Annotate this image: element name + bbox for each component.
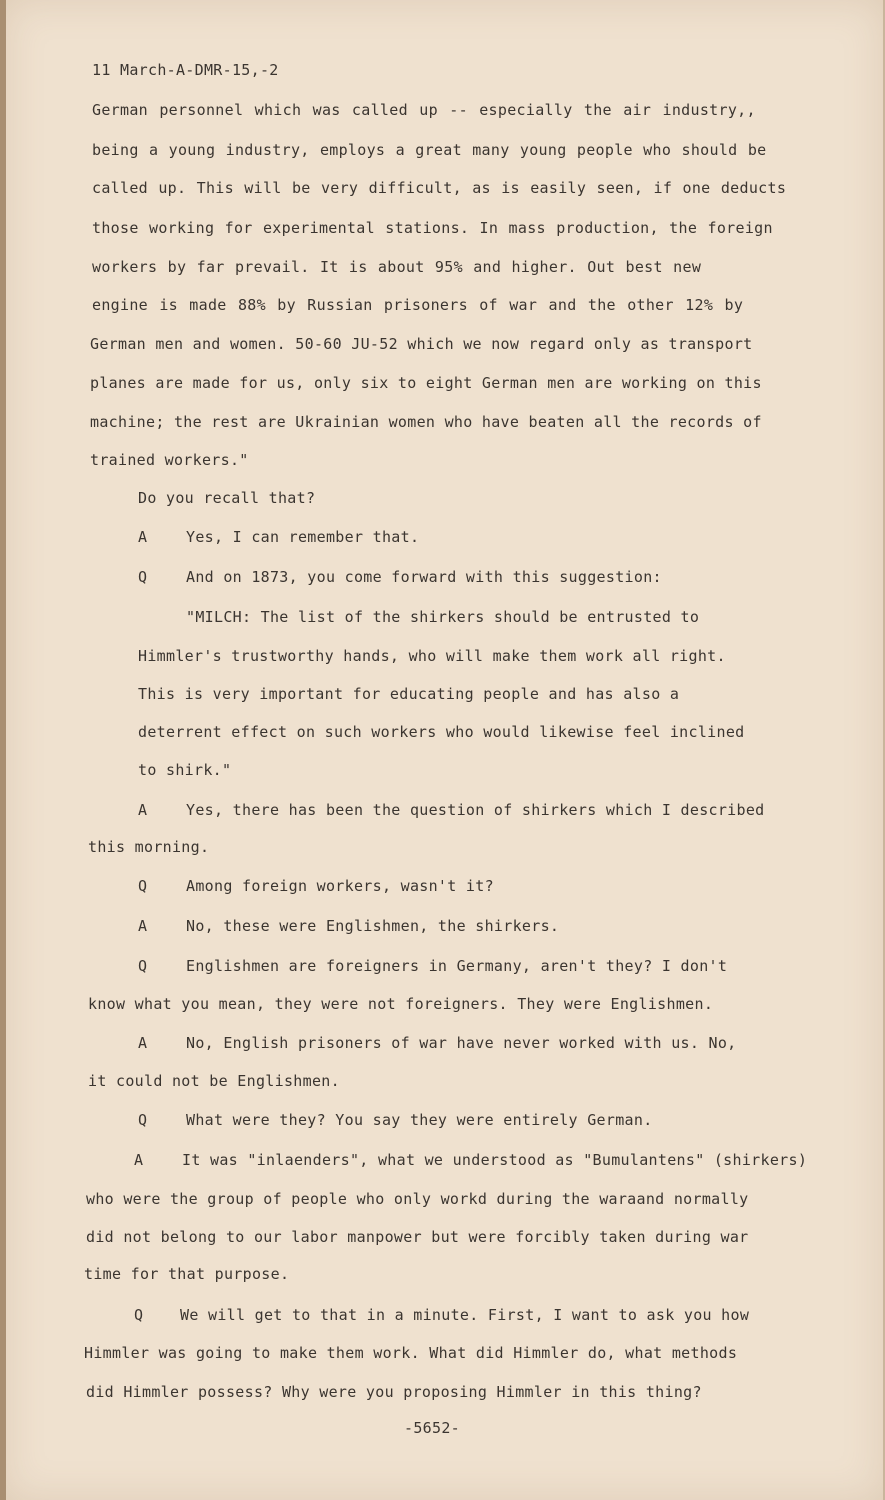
text-line: engine is made 88% by Russian prisoners of war and the other 12% by — [92, 296, 744, 314]
speaker-mark: Q — [138, 568, 148, 586]
page-number: -5652- — [404, 1419, 460, 1437]
text-line: trained workers." — [90, 451, 249, 469]
text-line: Yes, there has been the question of shirkers which I described — [186, 801, 765, 819]
text-line: planes are made for us, only six to eight German men are working on this — [90, 374, 762, 392]
text-line: We will get to that in a minute. First, I want to ask you how — [180, 1306, 750, 1324]
text-line: No, these were Englishmen, the shirkers. — [186, 917, 560, 935]
text-line: being a young industry, employs a great many young people who should be — [92, 141, 767, 159]
text-line: German personnel which was called up -- especially the air industry,, — [92, 101, 756, 119]
text-line: it could not be Englishmen. — [88, 1072, 340, 1090]
text-line: did not belong to our labor manpower but were forcibly taken during war — [86, 1228, 749, 1246]
quote-line: deterrent effect on such workers who would likewise feel inclined — [138, 723, 745, 741]
text-line: did Himmler possess? Why were you proposing Himmler in this thing? — [86, 1383, 702, 1401]
text-line: this morning. — [88, 838, 210, 856]
text-line: Among foreign workers, wasn't it? — [186, 877, 494, 895]
speaker-mark: A — [138, 1034, 148, 1052]
text-line: time for that purpose. — [84, 1265, 290, 1283]
text-line: And on 1873, you come forward with this suggestion: — [186, 568, 662, 586]
speaker-mark: A — [138, 528, 148, 546]
text-line: It was "inlaenders", what we understood as "Bumulantens" (shirkers) — [182, 1151, 808, 1169]
quote-line: "MILCH: The list of the shirkers should be entrusted to — [186, 608, 700, 626]
text-line: No, English prisoners of war have never worked with us. No, — [186, 1034, 737, 1052]
document-header: 11 March-A-DMR-15,-2 — [92, 61, 279, 79]
text-line: know what you mean, they were not foreigners. They were Englishmen. — [88, 995, 714, 1013]
text-line: called up. This will be very difficult, as is easily seen, if one deducts — [92, 179, 787, 197]
text-line: Englishmen are foreigners in Germany, aren't they? I don't — [186, 957, 728, 975]
text-line: workers by far prevail. It is about 95% and higher. Out best new — [92, 258, 702, 276]
text-line: Yes, I can remember that. — [186, 528, 420, 546]
speaker-mark: A — [138, 801, 148, 819]
quote-line: This is very important for educating people and has also a — [138, 685, 680, 703]
speaker-mark: Q — [138, 877, 148, 895]
text-line: Do you recall that? — [138, 489, 316, 507]
text-line: those working for experimental stations. In mass production, the foreign — [92, 219, 773, 237]
speaker-mark: A — [134, 1151, 144, 1169]
text-line: machine; the rest are Ukrainian women who have beaten all the records of — [90, 413, 762, 431]
quote-line: Himmler's trustworthy hands, who will make them work all right. — [138, 647, 726, 665]
text-line: Himmler was going to make them work. What did Himmler do, what methods — [84, 1344, 738, 1362]
text-line: German men and women. 50-60 JU-52 which we now regard only as transport — [90, 335, 753, 353]
speaker-mark: Q — [138, 957, 148, 975]
text-line: What were they? You say they were entirely German. — [186, 1111, 653, 1129]
speaker-mark: A — [138, 917, 148, 935]
quote-line: to shirk." — [138, 761, 232, 779]
speaker-mark: Q — [138, 1111, 148, 1129]
text-line: who were the group of people who only workd during the waraand normally — [86, 1190, 749, 1208]
speaker-mark: Q — [134, 1306, 144, 1324]
